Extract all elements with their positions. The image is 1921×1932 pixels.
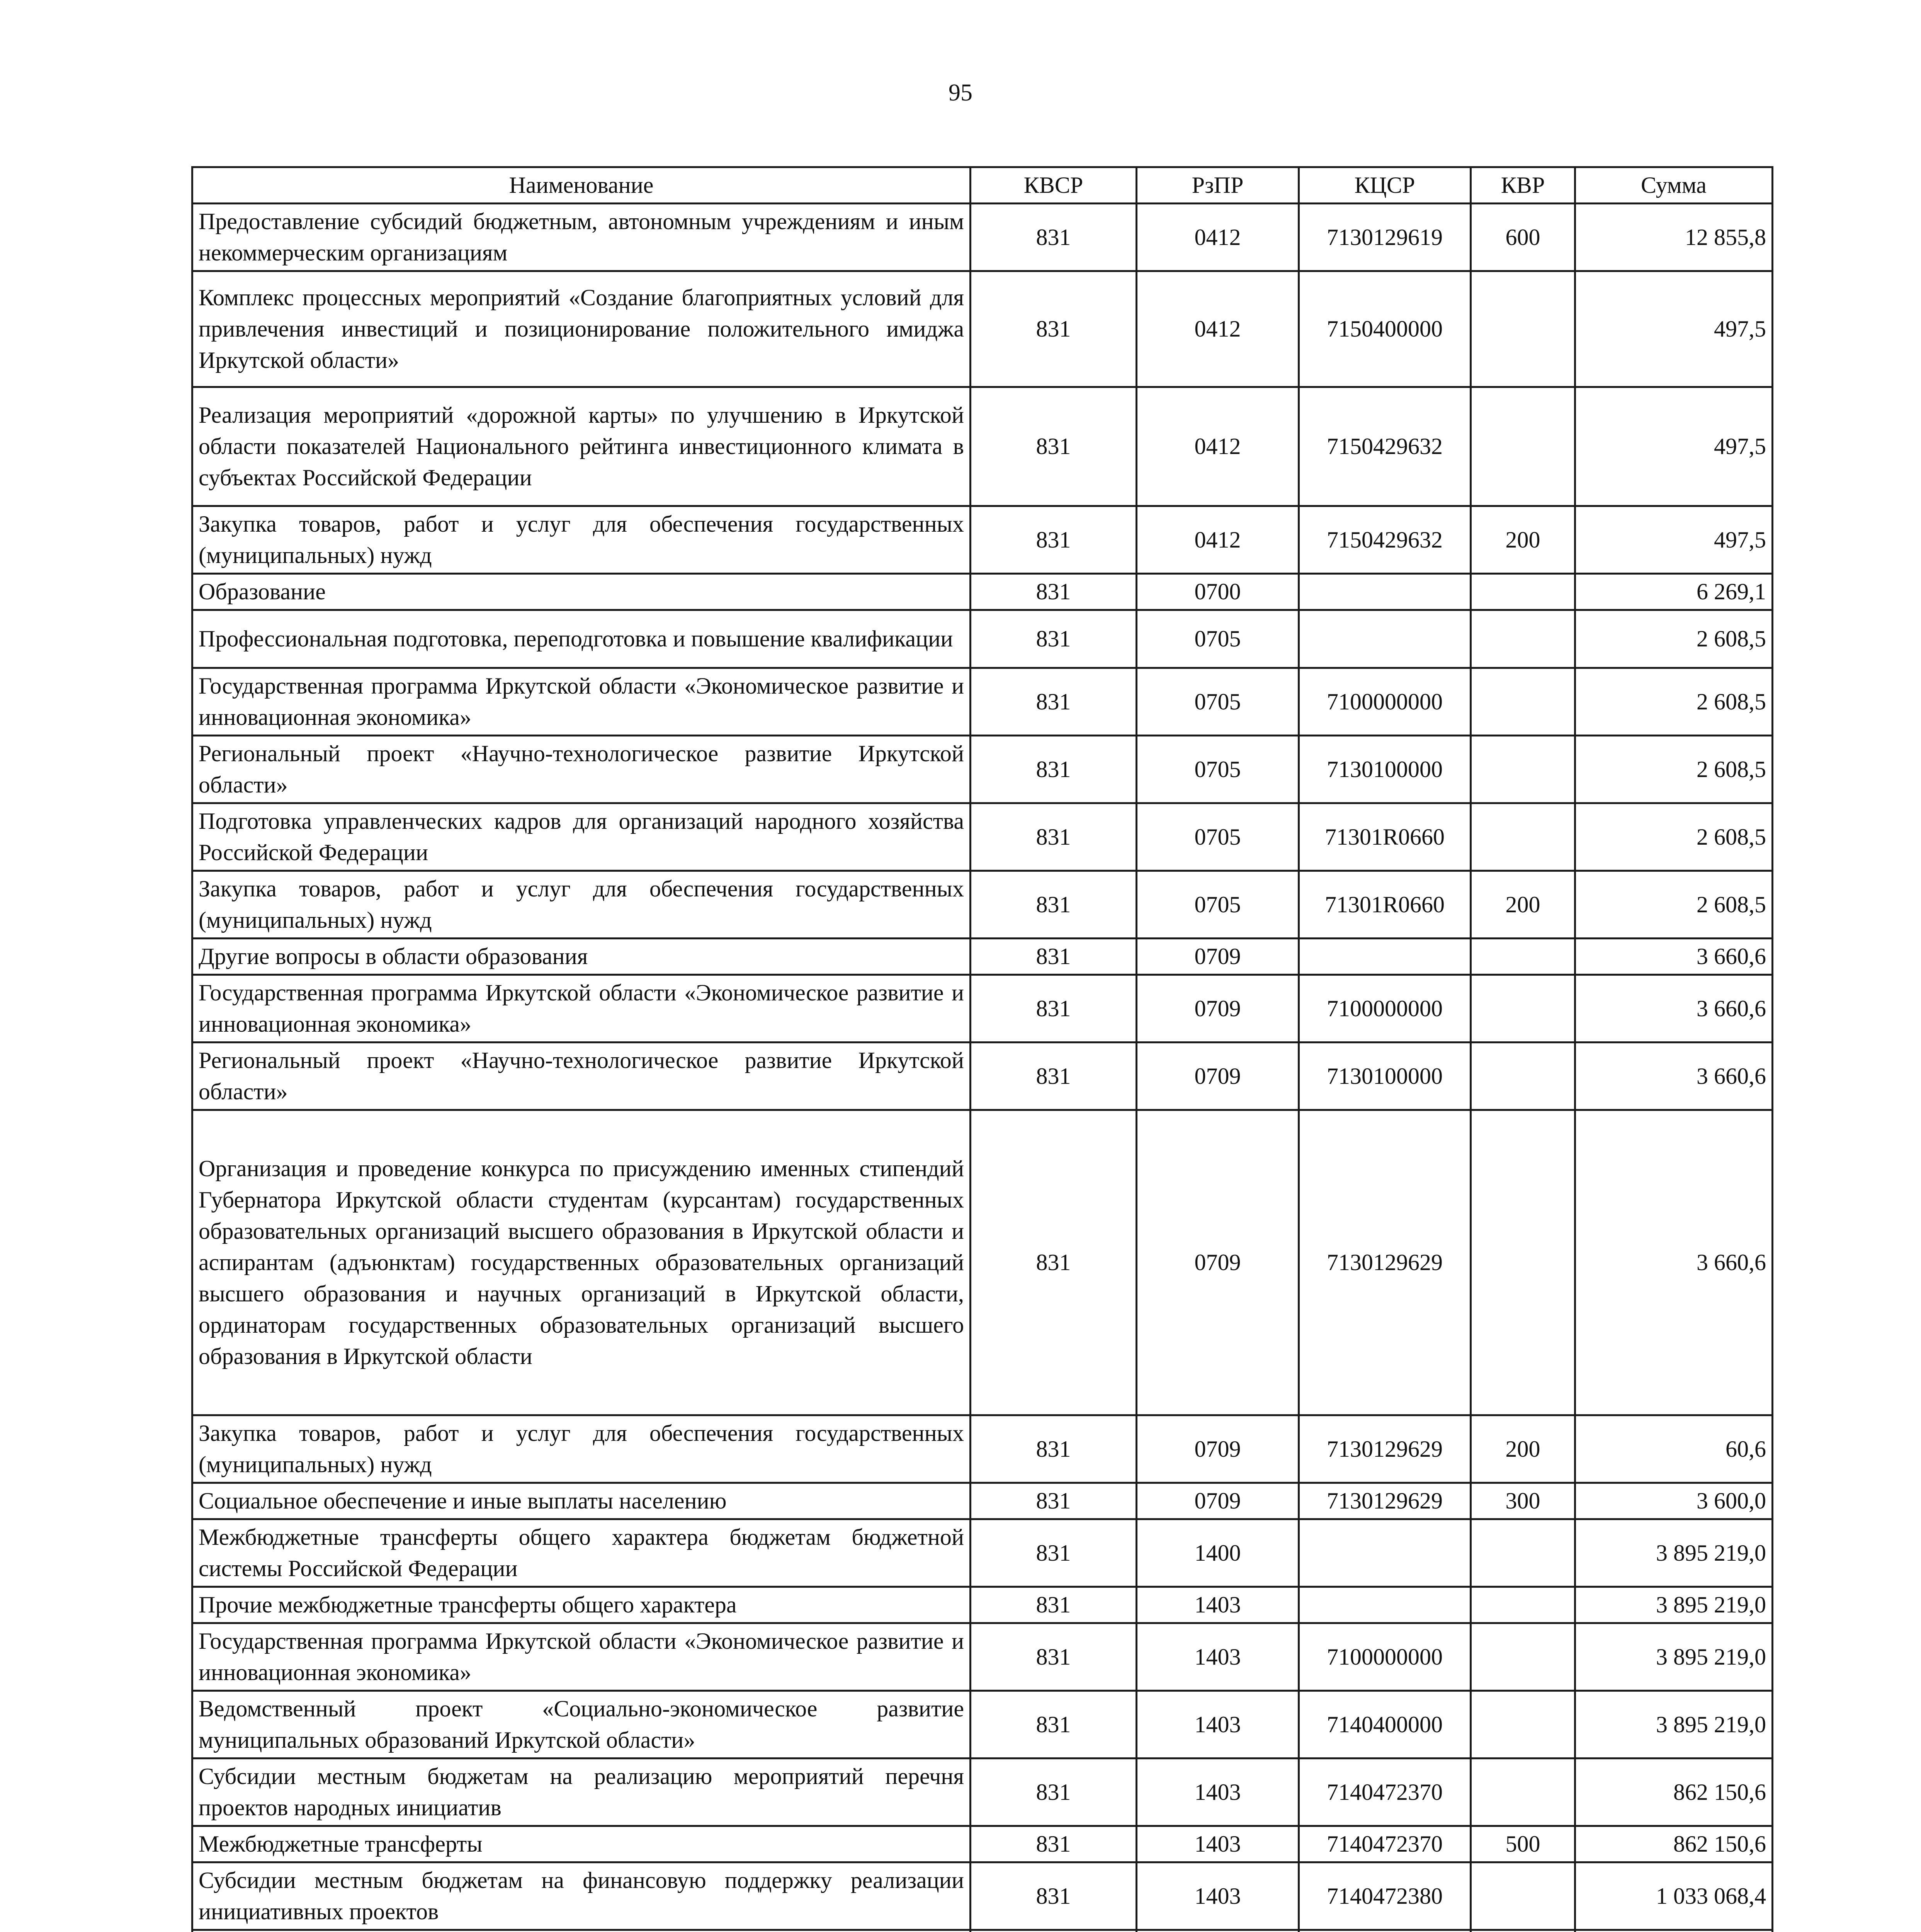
cell-sum: 2 608,5 [1575, 871, 1773, 939]
cell-kvr [1471, 387, 1575, 506]
cell-kvsr [971, 1930, 1137, 1932]
cell-rzpr: 0705 [1137, 871, 1299, 939]
cell-name: Ведомственный проект «Социально-экономическое развитие муниципальных образований Иркутской области» [192, 1691, 971, 1759]
cell-sum: 3 895 219,0 [1575, 1623, 1773, 1691]
table-row [192, 736, 1773, 803]
cell-rzpr: 0705 [1137, 803, 1299, 871]
cell-kvsr: 831 [971, 1043, 1137, 1110]
cell-kcsr [1299, 574, 1471, 610]
cell-name: Закупка товаров, работ и услуг для обеспечения государственных (муниципальных) нужд [192, 1415, 971, 1483]
cell-kvsr: 831 [971, 1519, 1137, 1587]
table-header-row [192, 167, 1773, 204]
cell-name: Государственная программа Иркутской области «Экономическое развитие и инновационная экономика» [192, 975, 971, 1043]
cell-kcsr: 7130129619 [1299, 204, 1471, 271]
cell-kcsr: 7130129629 [1299, 1415, 1471, 1483]
cell-name: Субсидии местным бюджетам на финансовую поддержку реализации инициативных проектов [192, 1862, 971, 1930]
cell-rzpr: 0709 [1137, 1415, 1299, 1483]
cell-kvsr: 831 [971, 1691, 1137, 1759]
cell-kvr [1471, 1623, 1575, 1691]
cell-kcsr: 7130100000 [1299, 1043, 1471, 1110]
cell-kcsr: 7140400000 [1299, 1691, 1471, 1759]
cell-sum: 3 660,6 [1575, 1110, 1773, 1415]
cell-name: Межбюджетные трансферты [192, 1826, 971, 1862]
page-number: 95 [949, 80, 972, 106]
cell-kvr [1471, 1587, 1575, 1623]
cell-kvr [1471, 271, 1575, 387]
cell-kcsr: 7100000000 [1299, 668, 1471, 736]
cell-kcsr: 7150429632 [1299, 387, 1471, 506]
cell-kcsr [1299, 610, 1471, 668]
budget-table [191, 166, 1773, 1932]
cell-kvr [1471, 1110, 1575, 1415]
cell-rzpr: 1403 [1137, 1862, 1299, 1930]
cell-sum: 6 269,1 [1575, 574, 1773, 610]
cell-sum [1575, 1930, 1773, 1932]
cell-kvr: 300 [1471, 1483, 1575, 1519]
cell-sum: 497,5 [1575, 506, 1773, 574]
cell-kvr [1471, 803, 1575, 871]
cell-rzpr [1137, 1930, 1299, 1932]
cell-rzpr: 0709 [1137, 1483, 1299, 1519]
cell-kvr [1471, 939, 1575, 975]
cell-name: Закупка товаров, работ и услуг для обеспечения государственных (муниципальных) нужд [192, 871, 971, 939]
cell-kvsr: 831 [971, 1826, 1137, 1862]
cell-kvsr: 831 [971, 939, 1137, 975]
cell-rzpr: 0709 [1137, 939, 1299, 975]
cell-kvr: 200 [1471, 506, 1575, 574]
cell-sum: 862 150,6 [1575, 1826, 1773, 1862]
table-row [192, 1826, 1773, 1862]
cell-rzpr: 0709 [1137, 1110, 1299, 1415]
cell-kvsr: 831 [971, 1759, 1137, 1826]
cell-sum: 2 608,5 [1575, 736, 1773, 803]
table-row [192, 574, 1773, 610]
cell-kvr: 600 [1471, 204, 1575, 271]
cell-kvr [1471, 736, 1575, 803]
table-row [192, 610, 1773, 668]
table-row [192, 1862, 1773, 1930]
cell-kvr [1471, 1519, 1575, 1587]
cell-kcsr: 7140472380 [1299, 1862, 1471, 1930]
cell-kcsr [1299, 1519, 1471, 1587]
table-row [192, 1587, 1773, 1623]
cell-name: Профессиональная подготовка, переподготовка и повышение квалификации [192, 610, 971, 668]
cell-name: Государственная программа Иркутской области «Экономическое развитие и инновационная экономика» [192, 1623, 971, 1691]
cell-name: Предоставление субсидий бюджетным, автономным учреждениям и иным некоммерческим организациям [192, 204, 971, 271]
cell-kvsr: 831 [971, 668, 1137, 736]
cell-name: Региональный проект «Научно-технологическое развитие Иркутской области» [192, 1043, 971, 1110]
cell-name: Комплекс процессных мероприятий «Создание благоприятных условий для привлечения инвестиций и позиционирование положительного имиджа Иркутской области» [192, 271, 971, 387]
cell-name: Межбюджетные трансферты общего характера бюджетам бюджетной системы Российской Федерации [192, 1519, 971, 1587]
cell-kvsr: 831 [971, 506, 1137, 574]
cell-kvsr: 831 [971, 1623, 1137, 1691]
cell-name: Подготовка управленческих кадров для организаций народного хозяйства Российской Федерации [192, 803, 971, 871]
cell-rzpr: 0412 [1137, 204, 1299, 271]
cell-name: Образование [192, 574, 971, 610]
cell-kvsr: 831 [971, 871, 1137, 939]
cell-name: Государственная программа Иркутской области «Экономическое развитие и инновационная экономика» [192, 668, 971, 736]
table-row [192, 975, 1773, 1043]
cell-sum: 2 608,5 [1575, 610, 1773, 668]
cell-kvr [1471, 1862, 1575, 1930]
cell-name: Другие вопросы в области образования [192, 939, 971, 975]
cell-name: Социальное обеспечение и иные выплаты населению [192, 1483, 971, 1519]
cell-rzpr: 0705 [1137, 668, 1299, 736]
cell-sum: 60,6 [1575, 1415, 1773, 1483]
cell-kvr [1471, 1043, 1575, 1110]
cell-rzpr: 0412 [1137, 271, 1299, 387]
table-row [192, 1623, 1773, 1691]
table-row [192, 803, 1773, 871]
cell-kcsr: 71301R0660 [1299, 803, 1471, 871]
cell-kvsr: 831 [971, 204, 1137, 271]
cell-sum: 862 150,6 [1575, 1759, 1773, 1826]
cell-rzpr: 1403 [1137, 1759, 1299, 1826]
cell-kvsr: 831 [971, 1110, 1137, 1415]
cell-kvsr: 831 [971, 736, 1137, 803]
cell-sum: 12 855,8 [1575, 204, 1773, 271]
cell-kcsr: 7100000000 [1299, 975, 1471, 1043]
table-row [192, 1483, 1773, 1519]
cell-name [192, 1930, 971, 1932]
cell-sum: 1 033 068,4 [1575, 1862, 1773, 1930]
cell-sum: 3 660,6 [1575, 1043, 1773, 1110]
cell-name: Региональный проект «Научно-технологическое развитие Иркутской области» [192, 736, 971, 803]
table-row [192, 387, 1773, 506]
header-rzpr: РзПР [1137, 167, 1299, 204]
cell-kcsr: 7130129629 [1299, 1483, 1471, 1519]
table-body [192, 204, 1773, 1932]
cell-sum: 3 895 219,0 [1575, 1519, 1773, 1587]
cell-name: Реализация мероприятий «дорожной карты» по улучшению в Иркутской области показателей Национального рейтинга инвестиционного климата в субъектах Российской Федерации [192, 387, 971, 506]
cell-kcsr: 7140472370 [1299, 1826, 1471, 1862]
cell-kcsr: 7150429632 [1299, 506, 1471, 574]
cell-kvr [1471, 1930, 1575, 1932]
cell-sum: 3 660,6 [1575, 975, 1773, 1043]
cell-kcsr: 7130129629 [1299, 1110, 1471, 1415]
table-row [192, 1110, 1773, 1415]
cell-kcsr [1299, 1587, 1471, 1623]
cell-rzpr: 1403 [1137, 1623, 1299, 1691]
cell-kvr: 200 [1471, 871, 1575, 939]
cell-sum: 2 608,5 [1575, 803, 1773, 871]
cell-name: Субсидии местным бюджетам на реализацию мероприятий перечня проектов народных инициатив [192, 1759, 971, 1826]
cell-kvsr: 831 [971, 1415, 1137, 1483]
table-row [192, 271, 1773, 387]
cell-rzpr: 1403 [1137, 1587, 1299, 1623]
cell-kvsr: 831 [971, 803, 1137, 871]
cell-sum: 497,5 [1575, 387, 1773, 506]
cell-rzpr: 1400 [1137, 1519, 1299, 1587]
cell-rzpr: 1403 [1137, 1691, 1299, 1759]
cell-kvr [1471, 975, 1575, 1043]
cell-rzpr: 1403 [1137, 1826, 1299, 1862]
cell-kcsr: 7150400000 [1299, 271, 1471, 387]
cell-kcsr: 7100000000 [1299, 1623, 1471, 1691]
cell-rzpr: 0709 [1137, 975, 1299, 1043]
cell-kvsr: 831 [971, 574, 1137, 610]
cell-kvr: 200 [1471, 1415, 1575, 1483]
cell-kcsr: 7140472370 [1299, 1759, 1471, 1826]
header-kvsr: КВСР [971, 167, 1137, 204]
cell-sum: 2 608,5 [1575, 668, 1773, 736]
cell-kvsr: 831 [971, 975, 1137, 1043]
cell-kvsr: 831 [971, 1587, 1137, 1623]
table-row [192, 871, 1773, 939]
cell-rzpr: 0700 [1137, 574, 1299, 610]
cell-sum: 3 660,6 [1575, 939, 1773, 975]
table-row [192, 204, 1773, 271]
cell-sum: 3 895 219,0 [1575, 1587, 1773, 1623]
cell-kcsr: 7130100000 [1299, 736, 1471, 803]
header-kcsr: КЦСР [1299, 167, 1471, 204]
cell-kvr [1471, 668, 1575, 736]
cell-sum: 3 600,0 [1575, 1483, 1773, 1519]
cell-kvr [1471, 1691, 1575, 1759]
cell-kvr: 500 [1471, 1826, 1575, 1862]
cell-kvsr: 831 [971, 610, 1137, 668]
cell-kvsr: 831 [971, 1862, 1137, 1930]
cell-rzpr: 0705 [1137, 736, 1299, 803]
table-row [192, 1519, 1773, 1587]
cell-name: Организация и проведение конкурса по присуждению именных стипендий Губернатора Иркутской области студентам (курсантам) государственных образовательных организаций высшего образования в Иркутской области и аспирантам (адъюнктам) государственных образовательных организаций высшего образования и научных организаций в Иркутской области, ординаторам государственных образовательных организаций высшего образования в Иркутской области [192, 1110, 971, 1415]
cell-sum: 3 895 219,0 [1575, 1691, 1773, 1759]
cell-rzpr: 0412 [1137, 506, 1299, 574]
cell-kvsr: 831 [971, 271, 1137, 387]
table-row [192, 506, 1773, 574]
cell-rzpr: 0709 [1137, 1043, 1299, 1110]
cell-kvsr: 831 [971, 387, 1137, 506]
header-name: Наименование [192, 167, 971, 204]
table-row [192, 1415, 1773, 1483]
cell-name: Закупка товаров, работ и услуг для обеспечения государственных (муниципальных) нужд [192, 506, 971, 574]
cell-rzpr: 0705 [1137, 610, 1299, 668]
cell-kcsr: 71301R0660 [1299, 871, 1471, 939]
cell-kvr [1471, 1759, 1575, 1826]
cell-kcsr [1299, 1930, 1471, 1932]
cell-kvr [1471, 574, 1575, 610]
cell-sum: 497,5 [1575, 271, 1773, 387]
table-row [192, 1043, 1773, 1110]
cell-kcsr [1299, 939, 1471, 975]
table-row [192, 1759, 1773, 1826]
header-sum: Сумма [1575, 167, 1773, 204]
cell-rzpr: 0412 [1137, 387, 1299, 506]
cell-kvsr: 831 [971, 1483, 1137, 1519]
cell-name: Прочие межбюджетные трансферты общего характера [192, 1587, 971, 1623]
table-row [192, 1930, 1773, 1932]
cell-kvr [1471, 610, 1575, 668]
table-row [192, 939, 1773, 975]
table-row [192, 668, 1773, 736]
table-row [192, 1691, 1773, 1759]
header-kvr: КВР [1471, 167, 1575, 204]
